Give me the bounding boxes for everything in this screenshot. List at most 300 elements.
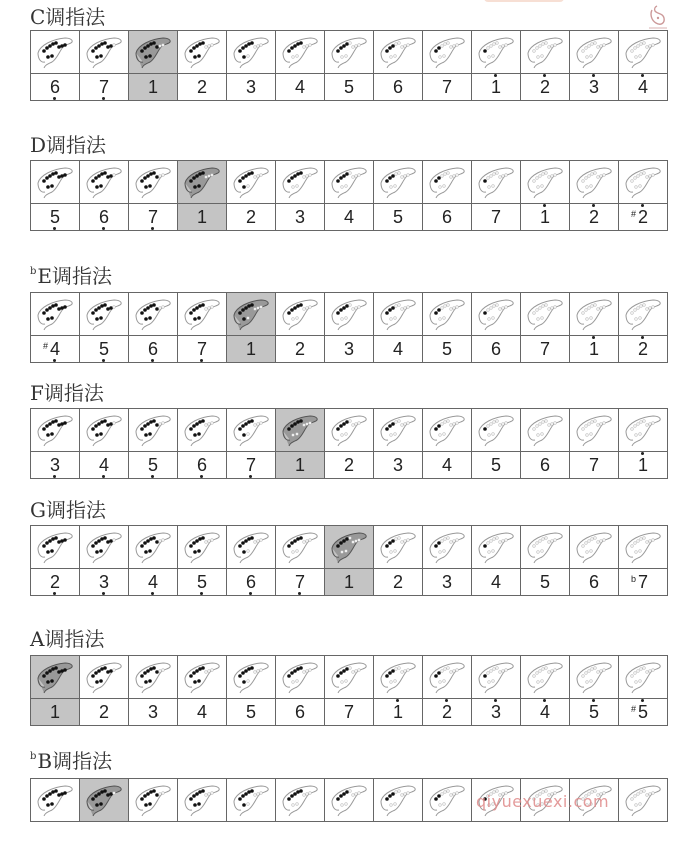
note-cell [472, 569, 521, 596]
note-label [393, 208, 403, 226]
note-number: 3 [392, 455, 403, 475]
note-cell [80, 699, 129, 726]
note-number: 3 [98, 572, 109, 592]
note-cell [570, 699, 619, 726]
fingering-cell [570, 31, 619, 74]
fingering-cell [31, 293, 80, 336]
ocarina-fingering-icon [84, 783, 124, 817]
note-cell [129, 699, 178, 726]
ocarina-fingering-icon [133, 530, 173, 564]
fingering-chart [30, 292, 668, 363]
ocarina-fingering-icon [84, 297, 124, 331]
note-number: 6 [294, 702, 305, 722]
note-cell [227, 569, 276, 596]
note-cell [80, 204, 129, 231]
fingering-cell [423, 656, 472, 699]
fingering-cell [325, 656, 374, 699]
note-number: 5 [441, 339, 452, 359]
ocarina-fingering-icon [427, 165, 467, 199]
note-number: 2 [294, 339, 305, 359]
note-label [589, 208, 599, 226]
fingering-cell [472, 526, 521, 569]
note-cell [31, 452, 80, 479]
note-number: 5 [49, 207, 60, 227]
fingering-chart [30, 160, 668, 231]
flat-sign: b [30, 751, 37, 762]
octave-low-dot [200, 475, 203, 478]
note-cell [472, 204, 521, 231]
note-label [491, 78, 501, 96]
fingering-cell [619, 161, 668, 204]
note-cell [325, 452, 374, 479]
note-label [246, 456, 256, 474]
note-cell [570, 74, 619, 101]
octave-low-dot [53, 359, 56, 362]
note-label [99, 78, 109, 96]
note-label [491, 208, 501, 226]
fingering-cell [619, 656, 668, 699]
fingering-cell [80, 656, 129, 699]
note-number: 2 [98, 702, 109, 722]
fingering-cell [374, 656, 423, 699]
ocarina-fingering-icon [280, 413, 320, 447]
ocarina-fingering-icon [525, 165, 565, 199]
ocarina-fingering-icon [182, 165, 222, 199]
fingering-cell [374, 409, 423, 452]
fingering-cell [570, 409, 619, 452]
ocarina-fingering-icon [84, 413, 124, 447]
note-cell [423, 699, 472, 726]
ocarina-fingering-icon [378, 35, 418, 69]
note-number: 2 [343, 455, 354, 475]
note-number: 2 [539, 77, 550, 97]
fingering-cell [80, 526, 129, 569]
ocarina-fingering-icon [133, 783, 173, 817]
section-title [30, 134, 106, 156]
ocarina-fingering-icon [574, 35, 614, 69]
note-number: 6 [392, 77, 403, 97]
note-number: 4 [98, 455, 109, 475]
fingering-cell [276, 779, 325, 822]
section-title [30, 628, 104, 650]
ocarina-fingering-icon [476, 413, 516, 447]
ocarina-fingering-icon [476, 165, 516, 199]
note-cell [31, 74, 80, 101]
octave-low-dot [151, 359, 154, 362]
note-label [50, 573, 60, 591]
note-label [344, 703, 354, 721]
note-cell [178, 569, 227, 596]
ocarina-fingering-icon [623, 660, 663, 694]
fingering-cell [521, 409, 570, 452]
note-cell [129, 569, 178, 596]
note-label [344, 573, 354, 591]
ocarina-fingering-icon [84, 660, 124, 694]
ocarina-fingering-icon [427, 660, 467, 694]
section-title-text: D调指法 [30, 133, 107, 157]
octave-low-dot [102, 97, 105, 100]
flat-sign: b [30, 266, 37, 277]
note-label [491, 573, 501, 591]
note-cell [276, 204, 325, 231]
note-label [295, 208, 305, 226]
note-number: 1 [343, 572, 354, 592]
note-label [589, 703, 599, 721]
note-cell [178, 336, 227, 363]
ocarina-fingering-icon [427, 297, 467, 331]
ocarina-fingering-icon [329, 783, 369, 817]
fingering-cell [227, 409, 276, 452]
note-cell [129, 336, 178, 363]
ocarina-fingering-icon [378, 297, 418, 331]
note-label [344, 340, 354, 358]
note-number: 7 [245, 455, 256, 475]
fingering-chart [30, 525, 668, 596]
note-cell [472, 699, 521, 726]
note-label [540, 340, 550, 358]
note-cell [227, 74, 276, 101]
section-title-text: E调指法 [37, 264, 113, 288]
note-label [246, 78, 256, 96]
ocarina-fingering-icon [280, 165, 320, 199]
fingering-cell [276, 293, 325, 336]
section-title [30, 382, 104, 404]
note-label [540, 78, 550, 96]
ocarina-fingering-icon [35, 530, 75, 564]
note-number: 5 [343, 77, 354, 97]
ocarina-fingering-icon [133, 165, 173, 199]
ocarina-fingering-icon [476, 35, 516, 69]
note-number: 3 [294, 207, 305, 227]
fingering-cell [227, 779, 276, 822]
note-number: 1 [637, 455, 648, 475]
fingering-cell [374, 161, 423, 204]
note-number: 5 [588, 702, 599, 722]
note-number: 7 [539, 339, 550, 359]
note-label [99, 703, 109, 721]
note-label [148, 340, 158, 358]
note-cell [570, 204, 619, 231]
note-number: 6 [588, 572, 599, 592]
fingering-cell [521, 656, 570, 699]
note-number: 4 [49, 339, 60, 359]
top-decoration [484, 0, 564, 2]
ocarina-fingering-icon [427, 35, 467, 69]
fingering-cell [31, 656, 80, 699]
fingering-cell [129, 293, 178, 336]
note-label [491, 703, 501, 721]
fingering-cell [423, 31, 472, 74]
note-cell [129, 452, 178, 479]
note-number: 5 [196, 572, 207, 592]
fingering-cell [227, 526, 276, 569]
note-cell [619, 204, 668, 231]
octave-low-dot [102, 475, 105, 478]
note-number: 4 [147, 572, 158, 592]
fingering-cell [31, 31, 80, 74]
note-label [50, 703, 60, 721]
note-number: 1 [196, 207, 207, 227]
note-number: 5 [490, 455, 501, 475]
octave-low-dot [53, 592, 56, 595]
note-number: 2 [245, 207, 256, 227]
ocarina-fingering-icon [574, 413, 614, 447]
note-cell [178, 204, 227, 231]
ocarina-fingering-icon [378, 165, 418, 199]
note-label [246, 703, 256, 721]
note-cell [374, 336, 423, 363]
note-cell [374, 699, 423, 726]
ocarina-fingering-icon [623, 297, 663, 331]
fingering-cell [227, 161, 276, 204]
note-cell [227, 204, 276, 231]
note-cell [570, 569, 619, 596]
fingering-cell [276, 656, 325, 699]
note-label [442, 208, 452, 226]
ocarina-fingering-icon [476, 660, 516, 694]
fingering-cell [80, 409, 129, 452]
fingering-cell [521, 161, 570, 204]
note-label [442, 340, 452, 358]
note-number: 3 [343, 339, 354, 359]
octave-low-dot [200, 359, 203, 362]
note-label [638, 340, 648, 358]
ocarina-fingering-icon [182, 297, 222, 331]
ocarina-fingering-icon [84, 35, 124, 69]
note-label [50, 78, 60, 96]
note-label [638, 78, 648, 96]
ocarina-fingering-icon [378, 530, 418, 564]
fingering-chart [30, 655, 668, 726]
note-cell [80, 74, 129, 101]
note-label [197, 208, 207, 226]
fingering-cell [521, 526, 570, 569]
ocarina-fingering-icon [427, 530, 467, 564]
note-cell [227, 452, 276, 479]
note-label [442, 703, 452, 721]
fingering-cell [129, 656, 178, 699]
ocarina-fingering-icon [574, 165, 614, 199]
ocarina-fingering-icon [35, 165, 75, 199]
note-number: 7 [98, 77, 109, 97]
note-cell [619, 74, 668, 101]
ocarina-fingering-icon [231, 297, 271, 331]
section-title-text: F调指法 [30, 381, 104, 405]
note-label [589, 340, 599, 358]
note-number: 6 [98, 207, 109, 227]
ocarina-fingering-icon [84, 530, 124, 564]
note-number: 2 [588, 207, 599, 227]
ocarina-fingering-icon [329, 660, 369, 694]
note-cell [521, 336, 570, 363]
note-cell [178, 74, 227, 101]
ocarina-fingering-icon [525, 297, 565, 331]
section-title-text: A调指法 [30, 627, 105, 651]
note-label [344, 208, 354, 226]
octave-low-dot [151, 227, 154, 230]
note-number: 4 [294, 77, 305, 97]
note-label [442, 573, 452, 591]
note-cell [276, 336, 325, 363]
note-number: 5 [539, 572, 550, 592]
ocarina-fingering-icon [427, 783, 467, 817]
fingering-cell [227, 293, 276, 336]
section-title [30, 499, 106, 521]
fingering-cell [570, 526, 619, 569]
ocarina-fingering-icon [280, 783, 320, 817]
note-label [99, 573, 109, 591]
fingering-cell [325, 526, 374, 569]
note-cell [276, 74, 325, 101]
note-number: 1 [490, 77, 501, 97]
note-cell [325, 569, 374, 596]
ocarina-fingering-icon [182, 660, 222, 694]
fingering-cell [178, 161, 227, 204]
octave-low-dot [249, 475, 252, 478]
note-label [589, 78, 599, 96]
ocarina-fingering-icon [231, 660, 271, 694]
note-number: 1 [539, 207, 550, 227]
note-label [393, 78, 403, 96]
ocarina-fingering-icon [280, 530, 320, 564]
note-label [99, 340, 109, 358]
ocarina-fingering-icon [329, 35, 369, 69]
note-cell [472, 74, 521, 101]
ocarina-fingering-icon [133, 660, 173, 694]
ocarina-fingering-icon [623, 783, 663, 817]
note-label [491, 456, 501, 474]
octave-low-dot [53, 97, 56, 100]
note-cell [129, 204, 178, 231]
note-label [295, 78, 305, 96]
note-label [540, 456, 550, 474]
octave-low-dot [200, 592, 203, 595]
fingering-cell [129, 31, 178, 74]
note-label [540, 703, 550, 721]
note-cell [276, 699, 325, 726]
note-number: 3 [490, 702, 501, 722]
note-number: 2 [392, 572, 403, 592]
note-cell [570, 452, 619, 479]
note-cell [570, 336, 619, 363]
note-cell [276, 569, 325, 596]
note-label [589, 456, 599, 474]
note-label [197, 703, 207, 721]
note-label [491, 340, 501, 358]
accidental-sign: # [42, 341, 48, 351]
note-label [540, 573, 550, 591]
note-label [589, 573, 599, 591]
note-label [344, 456, 354, 474]
fingering-cell [570, 161, 619, 204]
note-cell [227, 699, 276, 726]
fingering-cell [129, 409, 178, 452]
fingering-cell [374, 31, 423, 74]
note-number: 4 [637, 77, 648, 97]
ocarina-fingering-icon [231, 413, 271, 447]
ocarina-fingering-icon [35, 297, 75, 331]
ocarina-fingering-icon [182, 530, 222, 564]
note-number: 5 [245, 702, 256, 722]
fingering-cell [619, 526, 668, 569]
note-number: 1 [588, 339, 599, 359]
note-number: 4 [539, 702, 550, 722]
ocarina-fingering-icon [280, 660, 320, 694]
ocarina-fingering-icon [378, 783, 418, 817]
section-title [30, 750, 112, 772]
note-number: 6 [490, 339, 501, 359]
note-label [246, 573, 256, 591]
note-cell [423, 204, 472, 231]
note-number: 4 [441, 455, 452, 475]
note-label [148, 456, 158, 474]
note-label [295, 573, 305, 591]
octave-low-dot [102, 227, 105, 230]
ocarina-fingering-icon [231, 783, 271, 817]
fingering-cell [325, 293, 374, 336]
ocarina-fingering-icon [280, 35, 320, 69]
ocarina-fingering-icon [574, 297, 614, 331]
ocarina-fingering-icon [525, 413, 565, 447]
ocarina-fingering-icon [329, 297, 369, 331]
ocarina-logo-icon [646, 4, 670, 30]
fingering-cell [472, 31, 521, 74]
ocarina-fingering-icon [84, 165, 124, 199]
note-number: 6 [441, 207, 452, 227]
fingering-cell [80, 31, 129, 74]
fingering-cell [374, 526, 423, 569]
note-number: 2 [441, 702, 452, 722]
note-cell [31, 699, 80, 726]
note-label [630, 207, 648, 227]
note-number: 3 [588, 77, 599, 97]
note-cell [374, 569, 423, 596]
note-number: 1 [294, 455, 305, 475]
fingering-cell [178, 31, 227, 74]
note-number: 7 [637, 572, 648, 592]
fingering-cell [325, 161, 374, 204]
note-cell [521, 452, 570, 479]
note-cell [325, 204, 374, 231]
octave-low-dot [151, 592, 154, 595]
note-label [442, 78, 452, 96]
note-label [393, 573, 403, 591]
ocarina-fingering-icon [182, 413, 222, 447]
ocarina-fingering-icon [378, 413, 418, 447]
fingering-cell [619, 31, 668, 74]
fingering-cell [374, 293, 423, 336]
accidental-sign: # [630, 209, 636, 219]
ocarina-fingering-icon [231, 35, 271, 69]
note-number: 7 [490, 207, 501, 227]
ocarina-fingering-icon [525, 35, 565, 69]
note-label [344, 78, 354, 96]
fingering-cell [472, 656, 521, 699]
fingering-cell [129, 779, 178, 822]
fingering-cell [31, 526, 80, 569]
note-number: 2 [637, 339, 648, 359]
note-label [393, 456, 403, 474]
note-cell [325, 74, 374, 101]
note-cell [325, 336, 374, 363]
note-number: 4 [490, 572, 501, 592]
ocarina-fingering-icon [623, 35, 663, 69]
octave-low-dot [102, 359, 105, 362]
section-title [30, 265, 112, 287]
fingering-cell [521, 31, 570, 74]
fingering-chart [30, 408, 668, 479]
ocarina-fingering-icon [525, 660, 565, 694]
